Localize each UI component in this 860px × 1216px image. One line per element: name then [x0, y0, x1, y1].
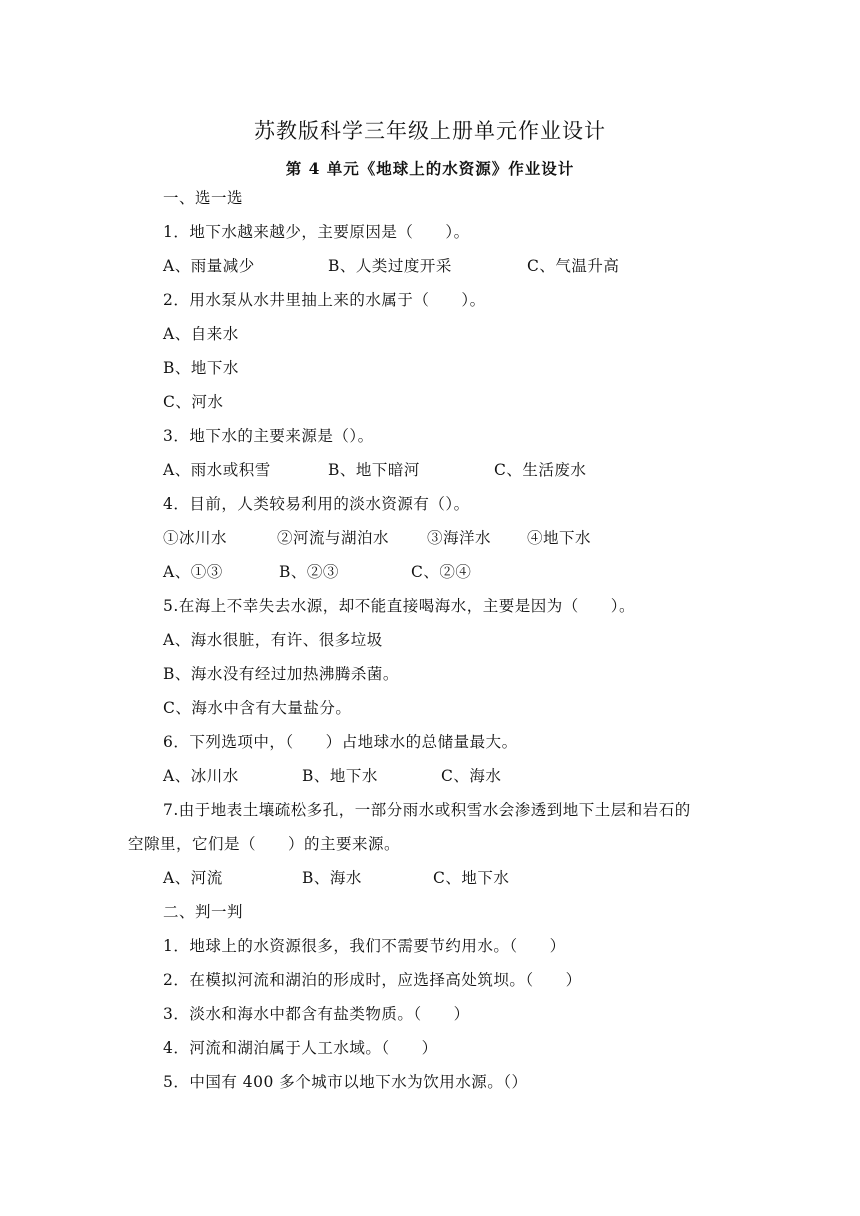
question-5-stem: 5.在海上不幸失去水源，却不能直接喝海水，主要是因为（ ）。 — [163, 597, 636, 615]
item-4: ④地下水 — [527, 529, 592, 547]
option-a: A、冰川水 — [163, 767, 239, 785]
item-2: ②河流与湖泊水 — [277, 529, 390, 547]
option-a: A、雨水或积雪 — [163, 461, 271, 479]
question-4-stem: 4．目前，人类较易利用的淡水资源有（）。 — [163, 495, 470, 513]
document-title: 苏教版科学三年级上册单元作业设计 — [254, 119, 606, 143]
option-b: B、海水 — [302, 869, 362, 887]
option-c: C、河水 — [163, 393, 224, 411]
section-heading-choice: 一、选一选 — [163, 189, 244, 207]
question-4-options — [163, 561, 471, 583]
option-b: B、人类过度开采 — [328, 257, 452, 275]
option-a: A、自来水 — [163, 325, 239, 343]
option-b: B、地下水 — [163, 359, 239, 377]
option-c: C、②④ — [411, 563, 472, 581]
option-c: C、海水 — [441, 767, 502, 785]
option-b: B、地下暗河 — [328, 461, 420, 479]
question-7-stem-line-2: 空隙里，它们是（ ）的主要来源。 — [128, 835, 401, 853]
item-1: ①冰川水 — [163, 529, 228, 547]
question-3-options — [163, 459, 586, 481]
judge-item-3: 3．淡水和海水中都含有盐类物质。（ ） — [163, 1005, 470, 1023]
question-6-options — [163, 765, 501, 787]
question-2-stem: 2．用水泵从水井里抽上来的水属于（ ）。 — [163, 291, 486, 309]
judge-item-1: 1．地球上的水资源很多，我们不需要节约用水。（ ） — [163, 937, 566, 955]
option-b: B、海水没有经过加热沸腾杀菌。 — [163, 665, 399, 683]
option-c: C、气温升高 — [527, 257, 620, 275]
question-7-stem-line-1: 7.由于地表土壤疏松多孔，一部分雨水或积雪水会渗透到地下土层和岩石的 — [163, 801, 691, 819]
option-c: C、地下水 — [433, 869, 510, 887]
judge-item-4: 4．河流和湖泊属于人工水域。（ ） — [163, 1039, 438, 1057]
option-c: C、海水中含有大量盐分。 — [163, 699, 352, 717]
question-7-options — [163, 867, 509, 889]
item-3: ③海洋水 — [427, 529, 492, 547]
option-a: A、雨量减少 — [163, 257, 255, 275]
option-b: B、②③ — [279, 563, 339, 581]
document-subtitle: 第 4 单元《地球上的水资源》作业设计 — [285, 159, 575, 178]
question-1-stem: 1．地下水越来越少，主要原因是（ ）。 — [163, 223, 470, 241]
question-6-stem: 6．下列选项中，（ ）占地球水的总储量最大。 — [163, 733, 518, 751]
option-b: B、地下水 — [302, 767, 378, 785]
question-4-items — [163, 527, 591, 549]
question-1-options — [163, 255, 619, 277]
question-3-stem: 3．地下水的主要来源是（）。 — [163, 427, 374, 445]
option-a: A、海水很脏，有许、很多垃圾 — [163, 631, 383, 649]
section-heading-judge: 二、判一判 — [163, 903, 244, 921]
option-a: A、①③ — [163, 563, 223, 581]
option-c: C、生活废水 — [494, 461, 587, 479]
judge-item-2: 2．在模拟河流和湖泊的形成时，应选择高处筑坝。（ ） — [163, 971, 582, 989]
option-a: A、河流 — [163, 869, 223, 887]
judge-item-5: 5．中国有 400 多个城市以地下水为饮用水源。（） — [163, 1073, 528, 1091]
